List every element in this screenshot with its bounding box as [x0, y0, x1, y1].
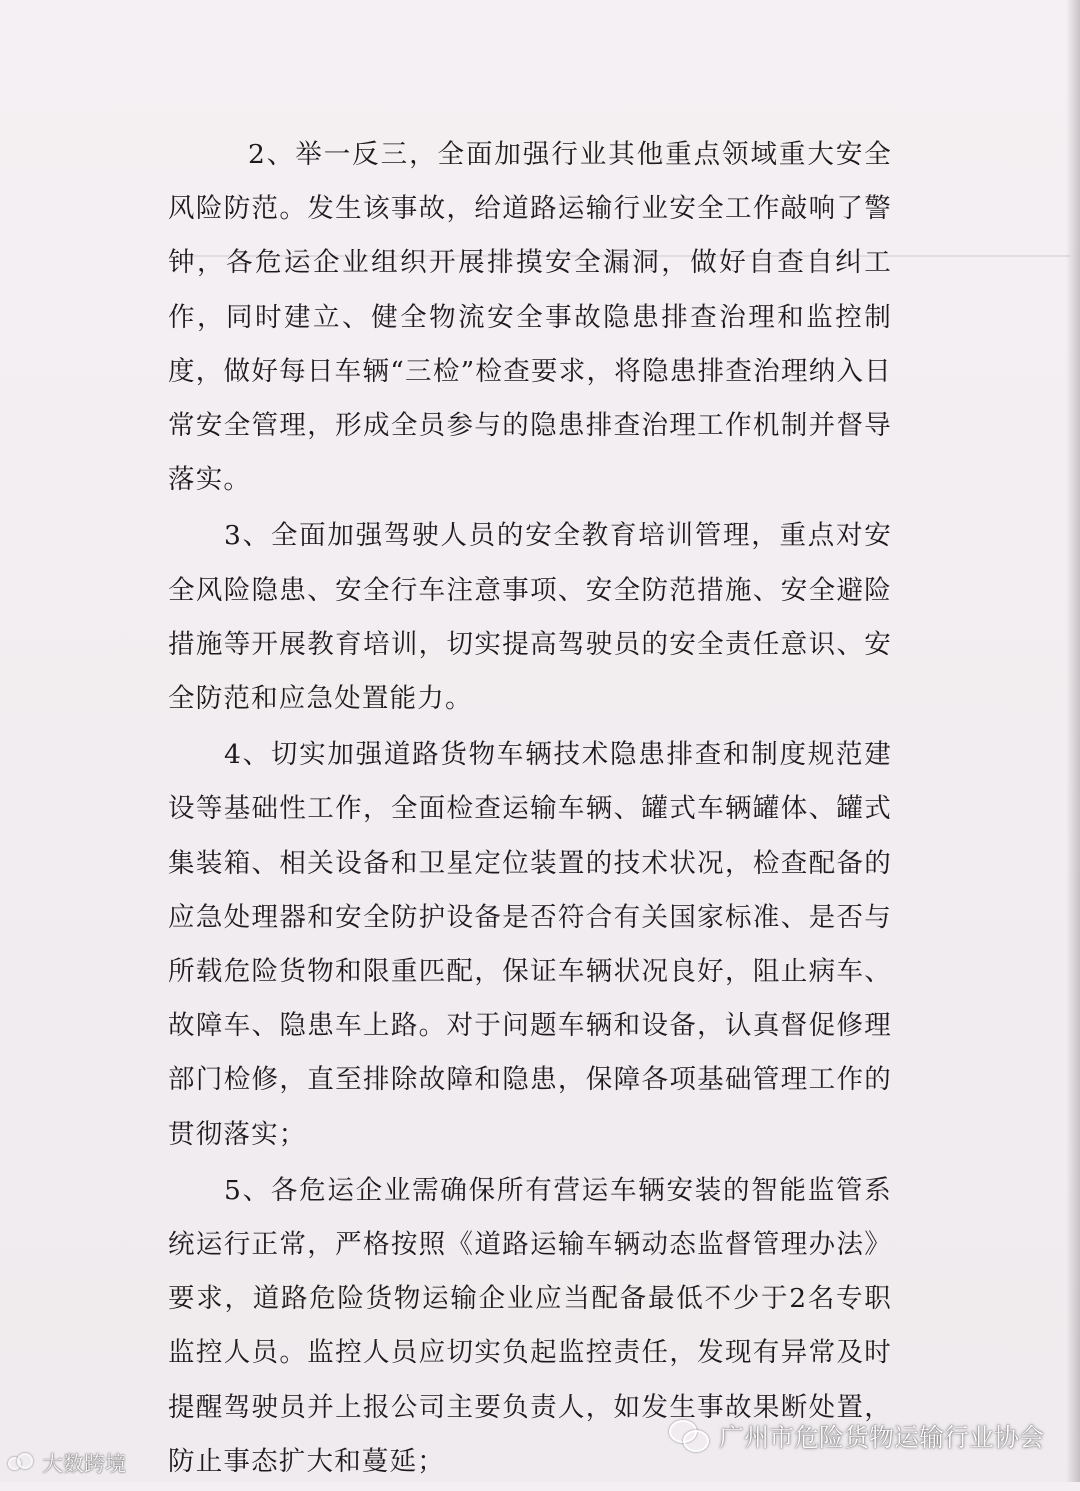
wechat-icon	[669, 1420, 709, 1452]
watermark-right	[669, 1418, 1044, 1454]
paragraph-4-text: 4、切实加强道路货物车辆技术隐患排查和制度规范建设等基础性工作，全面检查运输车辆、罐式车辆罐体、罐式集装箱、相关设备和卫星定位装置的技术状况，检查配备的应急处理器和安全防护设备是否符合有关国家标准、是否与所载危险货物和限重匹配，保证车辆状况良好，阻止病车、故障车、隐患车上路。对于问题车辆和设备，认真督促修理部门检修，直至排除故障和隐患，保障各项基础管理工作的贯彻落实；	[168, 739, 892, 1150]
paragraph-2-text: 2、举一反三，全面加强行业其他重点领域重大安全风险防范。发生该事故，给道路运输行业安全工作敲响了警钟，各危运企业组织开展排摸安全漏洞，做好自查自纠工作，同时建立、健全物流安全事故隐患排查治理和监控制度，做好每日车辆“三检”检查要求，将隐患排查治理纳入日常安全管理，形成全员参与的隐患排查治理工作机制并督导落实。	[168, 139, 892, 496]
brand-logo-icon	[6, 1451, 36, 1475]
scan-edge-shadow	[1066, 0, 1080, 1482]
paragraph-5-text: 5、各危运企业需确保所有营运车辆安装的智能监管系统运行正常，严格按照《道路运输车辆动态监督管理办法》要求，道路危险货物运输企业应当配备最低不少于2名专职监控人员。监控人员应切实负起监控责任，发现有异常及时提醒驾驶员并上报公司主要负责人，如发生事故果断处置，防止事态扩大和蔓延；	[168, 1174, 892, 1477]
paragraph-2	[168, 128, 892, 507]
watermark-right-text: 广州市危险货物运输行业协会	[718, 1423, 1044, 1452]
paragraph-4	[168, 728, 892, 1162]
watermark-left-text: 大数跨境	[42, 1452, 126, 1476]
document-body	[168, 128, 892, 1491]
watermark-left	[6, 1448, 126, 1478]
paragraph-3-text: 3、全面加强驾驶人员的安全教育培训管理，重点对安全风险隐患、安全行车注意事项、安全防范措施、安全避险措施等开展教育培训，切实提高驾驶员的安全责任意识、安全防范和应急处置能力。	[168, 520, 892, 715]
paragraph-3	[168, 509, 892, 726]
